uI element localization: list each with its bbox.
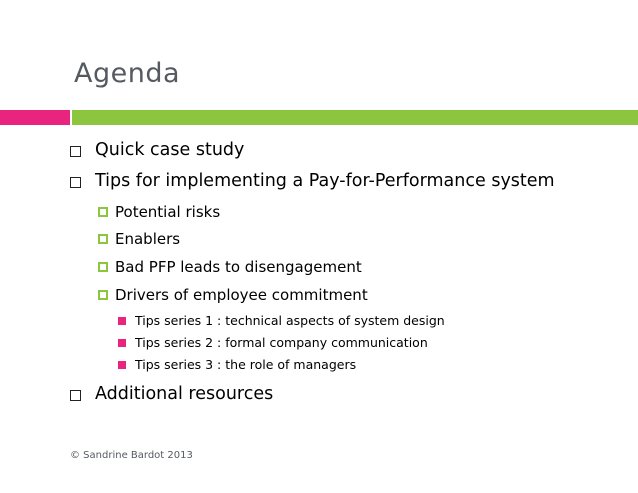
footer-copyright: © Sandrine Bardot 2013 <box>70 450 193 461</box>
green-square-icon <box>98 290 108 300</box>
sub-bullet-item <box>98 203 220 221</box>
sub-bullet-text: Potential risks <box>115 203 221 221</box>
sub-bullet-text: Bad PFP leads to disengagement <box>115 258 362 276</box>
sub-sub-bullet-text: Tips series 3 : the role of managers <box>135 357 357 372</box>
green-square-icon <box>98 262 108 272</box>
slide-title: Agenda <box>74 58 181 89</box>
sub-sub-bullet-text: Tips series 1 : technical aspects of system design <box>135 313 445 328</box>
hollow-square-icon <box>70 177 81 188</box>
accent-bar-pink <box>0 110 70 125</box>
bullet-item <box>70 171 555 191</box>
sub-bullet-item <box>98 258 362 276</box>
sub-sub-bullet-text: Tips series 2 : formal company communication <box>135 335 428 350</box>
pink-square-icon <box>118 317 126 325</box>
sub-bullet-text: Drivers of employee commitment <box>115 286 368 304</box>
bullet-item <box>70 384 273 404</box>
bullet-text: Additional resources <box>95 384 274 404</box>
hollow-square-icon <box>70 146 81 157</box>
sub-bullet-item <box>98 286 368 304</box>
sub-sub-bullet-item <box>118 357 356 372</box>
bullet-text: Tips for implementing a Pay-for-Performance system <box>95 171 555 191</box>
accent-bar-green <box>72 110 638 125</box>
sub-sub-bullet-item <box>118 313 445 328</box>
pink-square-icon <box>118 339 126 347</box>
bullet-item <box>70 140 244 160</box>
sub-sub-bullet-item <box>118 335 428 350</box>
bullet-text: Quick case study <box>95 140 245 160</box>
pink-square-icon <box>118 361 126 369</box>
hollow-square-icon <box>70 390 81 401</box>
green-square-icon <box>98 207 108 217</box>
green-square-icon <box>98 234 108 244</box>
sub-bullet-item <box>98 230 180 248</box>
sub-bullet-text: Enablers <box>115 230 181 248</box>
